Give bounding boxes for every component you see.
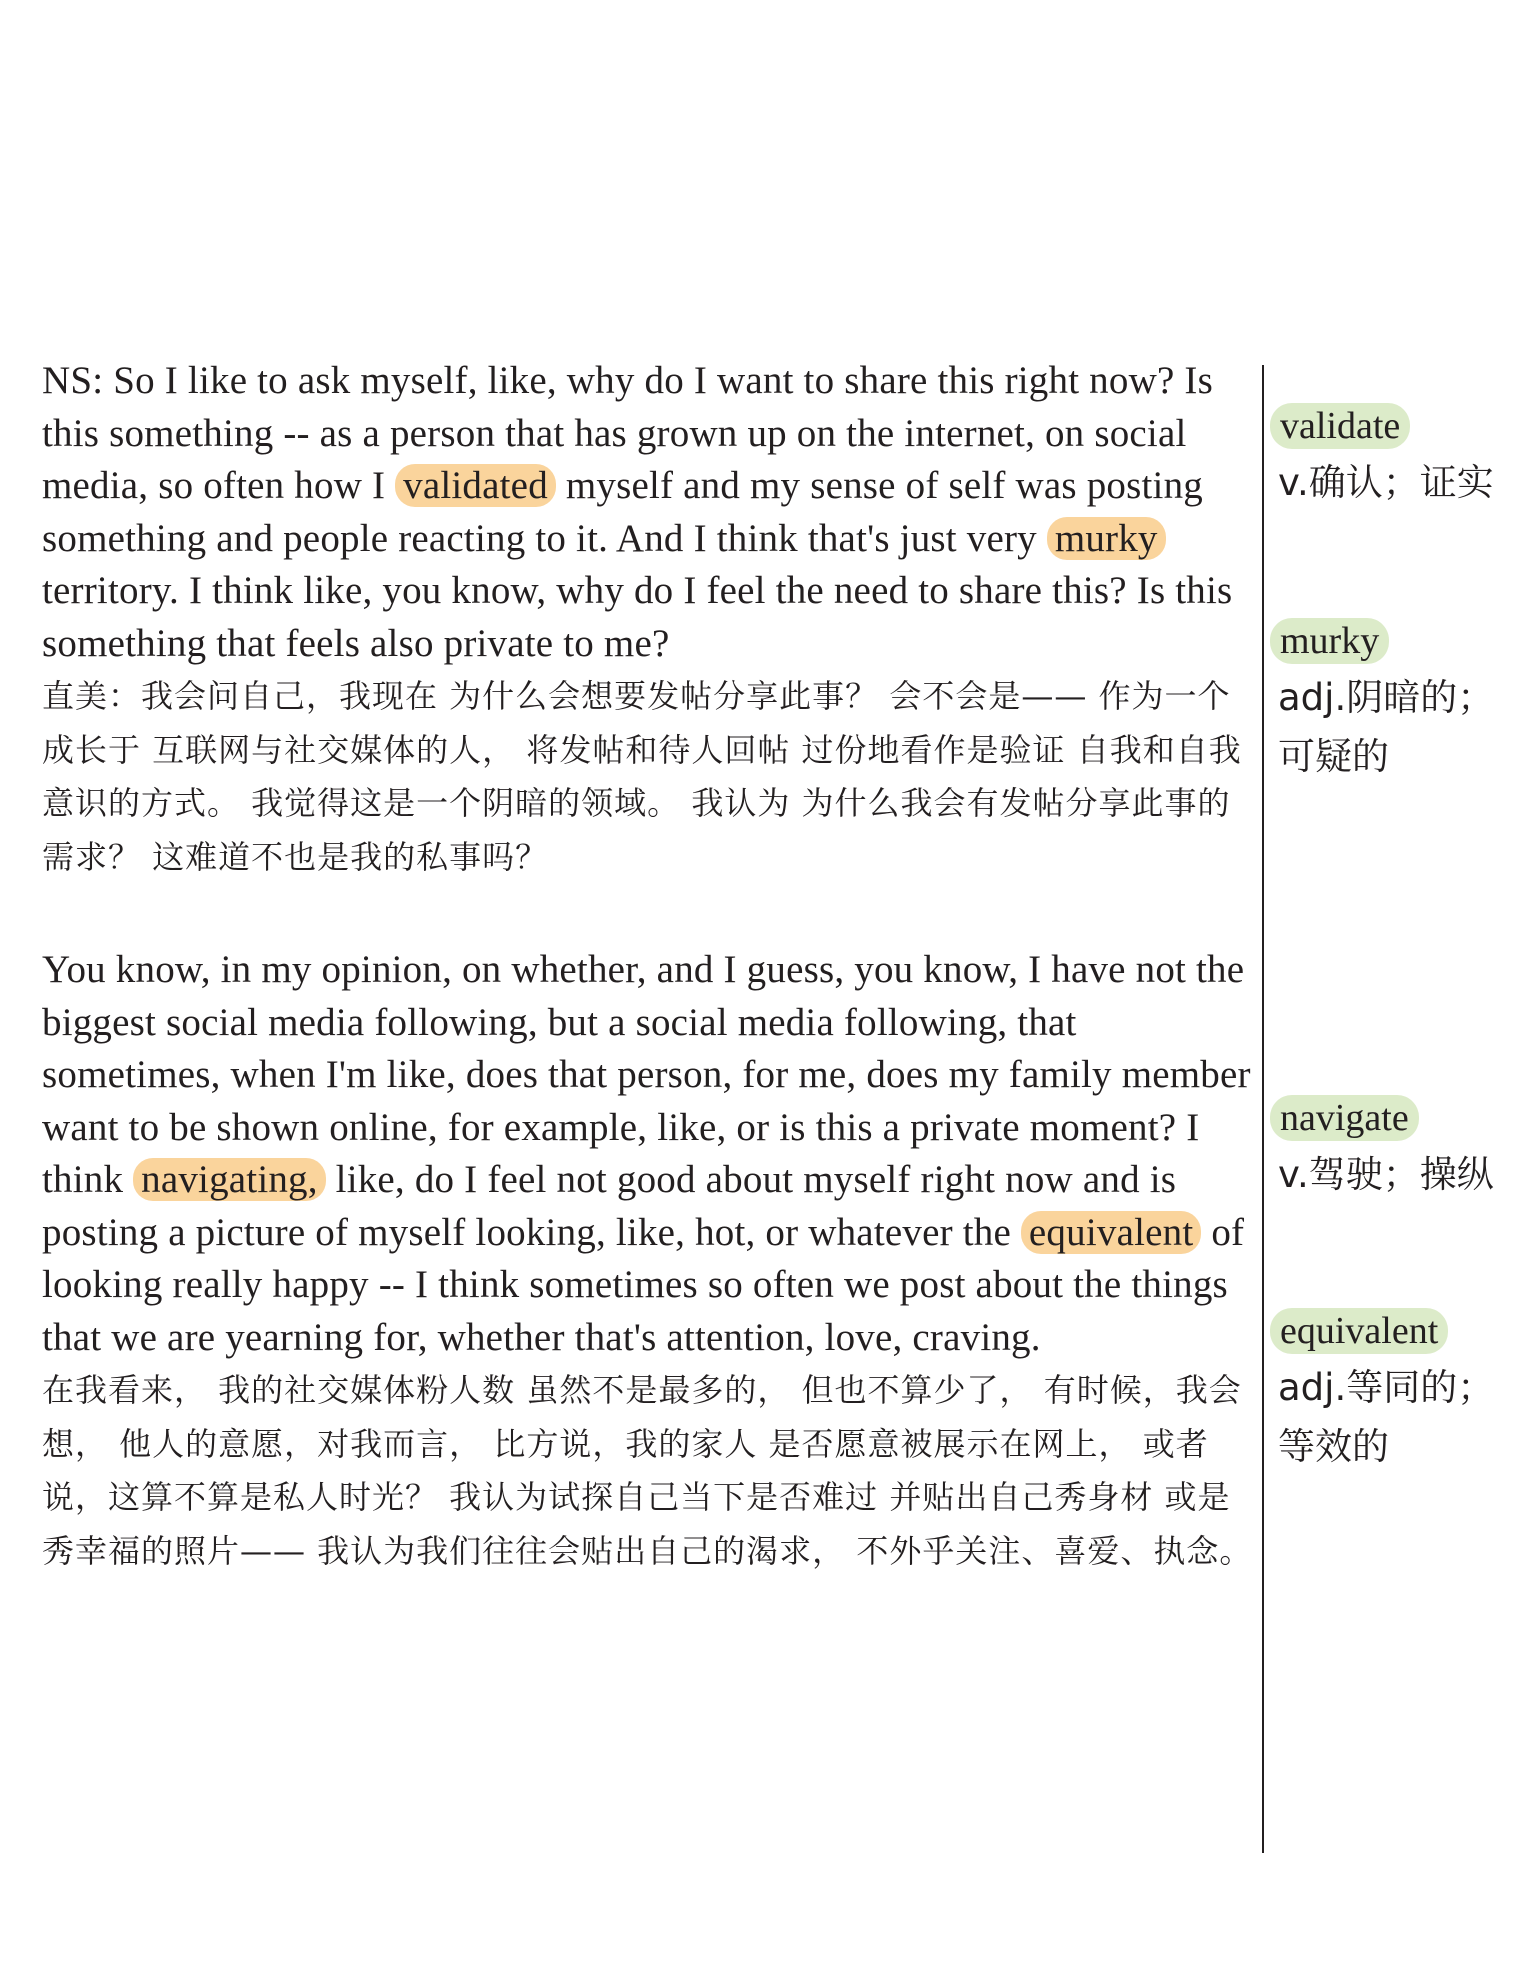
paragraph-1-text-c: territory. I think like, you know, why do I feel the need to share this? Is this something that feels also private to me? [42,569,1233,665]
highlight-validated: validated [395,464,556,507]
gloss-definition: v.确认；证实 [1278,461,1494,504]
gloss-entry-validate [1270,403,1525,512]
gloss-definition: adj.阴暗的；可疑的 [1278,676,1495,778]
paragraph-2-text-b: like, do I feel not good about myself right now and is posting a picture of myself looking, like, hot, or whatever the [42,1158,1177,1254]
paragraph-2-text-c: of looking really happy -- I think sometimes so often we post about the things that we are yearning for, whether that's attention, love, craving. [42,1210,1245,1359]
gloss-entry-murky [1270,618,1525,786]
paragraph-1-text-b: myself and my sense of self was posting something and people reacting to it. And I think that's just very [42,464,1203,560]
paragraph-2-text-a: You know, in my opinion, on whether, and I guess, you know, I have not the biggest social media following, but a social media following, that sometimes, when I'm like, does that person, for me, does my family member want to be shown online, for example, like, or is this a private moment? I think [42,948,1251,1201]
paragraph-2-english [42,944,1257,1364]
paragraph-1-english [42,355,1257,670]
gloss-definition: adj.等同的；等效的 [1278,1366,1495,1468]
gloss-word: validate [1270,403,1410,449]
paragraph-1-text-a: NS: So I like to ask myself, like, why do I want to share this right now? Is this something -- as a person that has grown up on the internet, on social media, so often how I [42,359,1213,507]
column-divider [1262,365,1264,1853]
gloss-entry-equivalent [1270,1308,1525,1476]
highlight-navigating: navigating, [133,1158,326,1201]
paragraph-1-chinese: 直美：我会问自己，我现在 为什么会想要发帖分享此事？ 会不会是—— 作为一个成长于 互联网与社交媒体的人， 将发帖和待人回帖 过份地看作是验证 自我和自我意识的方式。 我觉得这是一个阴暗的领域。 我认为 为什么我会有发帖分享此事的需求？ 这难道不也是我的私事吗？ [42,677,1242,876]
gloss-word: murky [1270,618,1389,664]
gloss-word: equivalent [1270,1308,1448,1354]
paragraph-2-chinese: 在我看来， 我的社交媒体粉人数 虽然不是最多的， 但也不算少了， 有时候，我会想， 他人的意愿，对我而言， 比方说，我的家人 是否愿意被展示在网上， 或者说，这算不算是私人时光？ 我认为试探自己当下是否难过 并贴出自己秀身材 或是秀幸福的照片—— 我认为我们往往会贴出自己的渴求， 不外乎关注、喜爱、执念。 [42,1371,1253,1570]
gloss-definition: v.驾驶；操纵 [1278,1153,1494,1196]
gloss-word: navigate [1270,1095,1419,1141]
highlight-equivalent: equivalent [1021,1211,1201,1254]
highlight-murky: murky [1047,517,1166,560]
article-body [42,355,1257,1578]
gloss-entry-navigate [1270,1095,1525,1204]
